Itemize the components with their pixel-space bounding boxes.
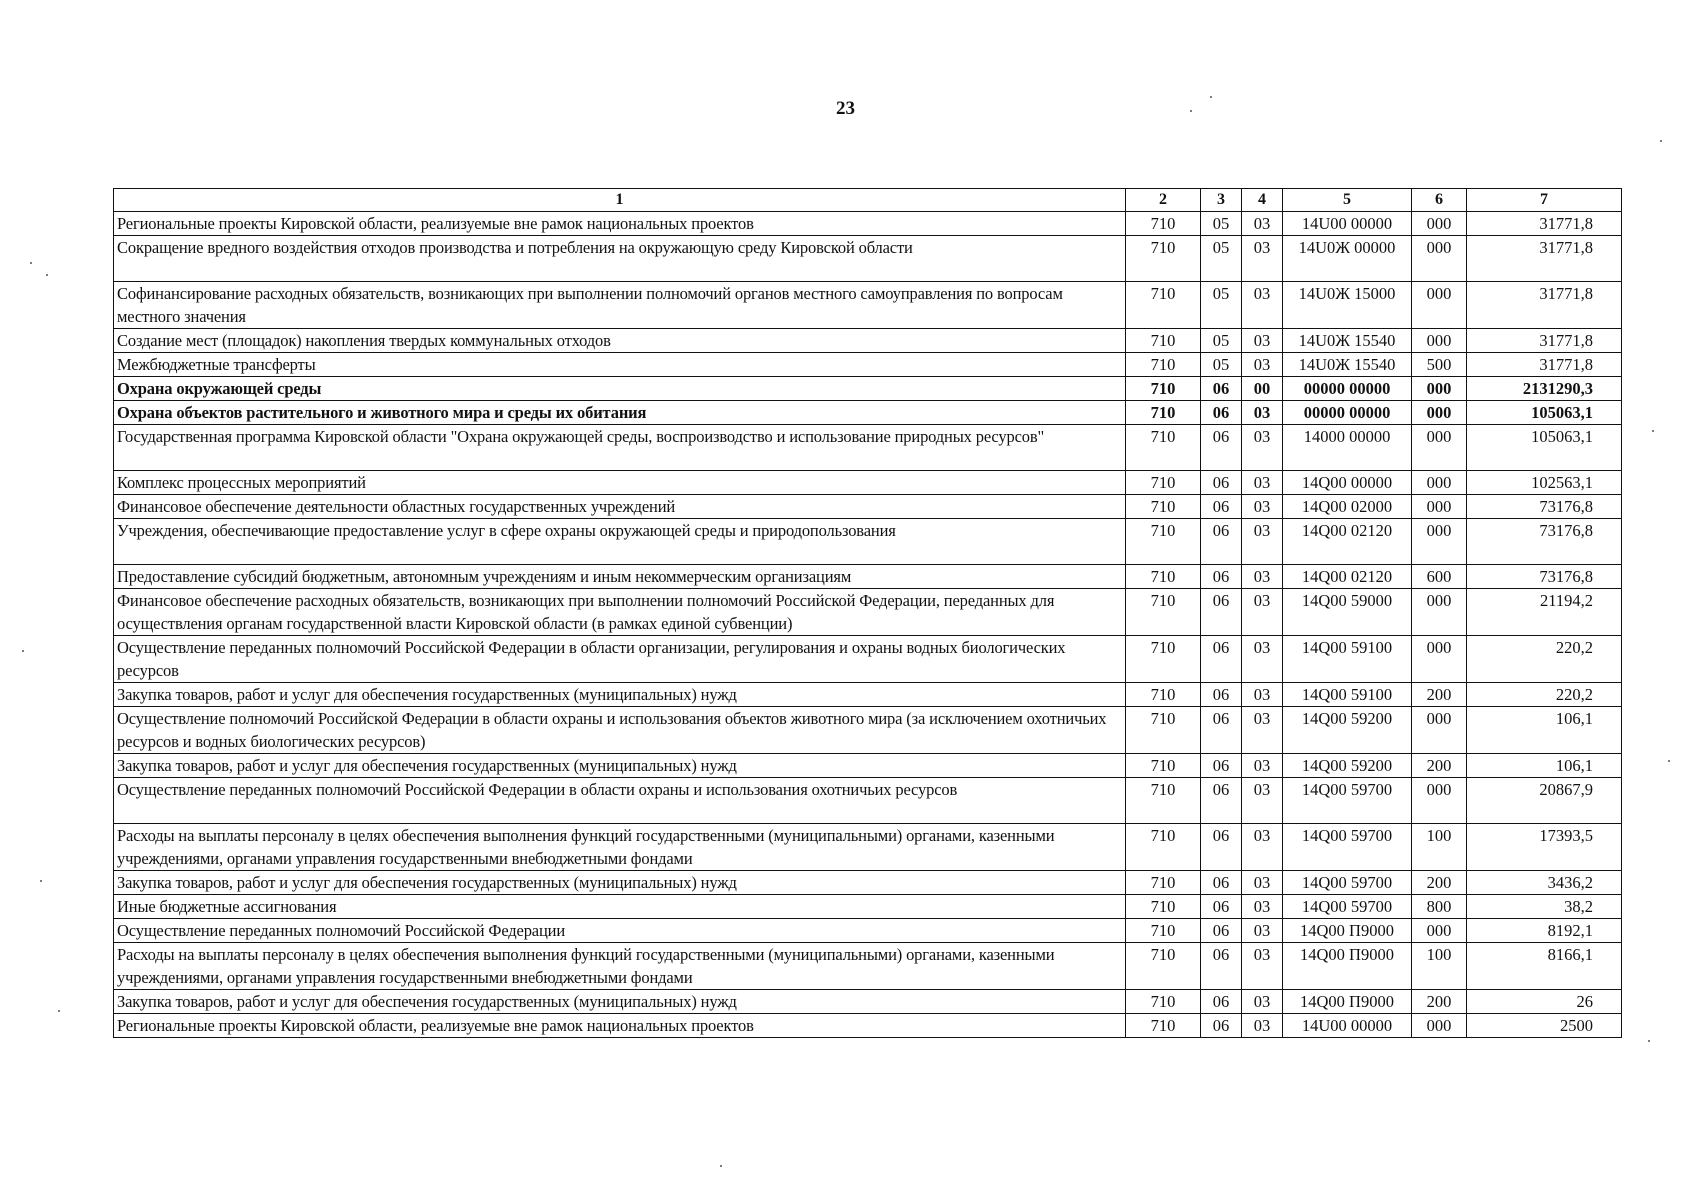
cell-col-3: 06 xyxy=(1201,778,1242,824)
cell-col-3: 05 xyxy=(1201,353,1242,377)
cell-col-7: 8192,1 xyxy=(1467,919,1622,943)
cell-col-6: 000 xyxy=(1412,425,1467,471)
table-row xyxy=(114,919,1622,943)
cell-name: Региональные проекты Кировской области, реализуемые вне рамок национальных проектов xyxy=(114,1014,1126,1038)
header-col-4: 4 xyxy=(1242,189,1283,212)
cell-col-2: 710 xyxy=(1126,754,1201,778)
cell-col-2: 710 xyxy=(1126,353,1201,377)
cell-col-4: 03 xyxy=(1242,282,1283,329)
cell-col-3: 06 xyxy=(1201,519,1242,565)
table-row xyxy=(114,377,1622,401)
cell-col-4: 03 xyxy=(1242,212,1283,236)
table-row xyxy=(114,401,1622,425)
cell-col-6: 800 xyxy=(1412,895,1467,919)
table-row xyxy=(114,778,1622,824)
cell-col-7: 106,1 xyxy=(1467,754,1622,778)
cell-col-2: 710 xyxy=(1126,919,1201,943)
cell-col-7: 102563,1 xyxy=(1467,471,1622,495)
cell-col-3: 06 xyxy=(1201,1014,1242,1038)
header-col-2: 2 xyxy=(1126,189,1201,212)
table-row xyxy=(114,990,1622,1014)
cell-col-7: 31771,8 xyxy=(1467,353,1622,377)
cell-col-6: 500 xyxy=(1412,353,1467,377)
cell-col-3: 06 xyxy=(1201,495,1242,519)
page-number: 23 xyxy=(836,98,855,119)
cell-col-5: 00000 00000 xyxy=(1283,401,1412,425)
table-row xyxy=(114,425,1622,471)
cell-col-4: 03 xyxy=(1242,353,1283,377)
cell-col-7: 2131290,3 xyxy=(1467,377,1622,401)
cell-name: Региональные проекты Кировской области, реализуемые вне рамок национальных проектов xyxy=(114,212,1126,236)
cell-col-5: 14Q00 59000 xyxy=(1283,589,1412,636)
cell-col-7: 31771,8 xyxy=(1467,212,1622,236)
cell-col-2: 710 xyxy=(1126,895,1201,919)
header-col-7: 7 xyxy=(1467,189,1622,212)
cell-col-7: 8166,1 xyxy=(1467,943,1622,990)
cell-col-7: 73176,8 xyxy=(1467,565,1622,589)
table-row xyxy=(114,236,1622,282)
cell-name: Осуществление переданных полномочий Российской Федерации xyxy=(114,919,1126,943)
cell-col-4: 03 xyxy=(1242,425,1283,471)
cell-name: Закупка товаров, работ и услуг для обеспечения государственных (муниципальных) нужд xyxy=(114,871,1126,895)
cell-col-7: 220,2 xyxy=(1467,636,1622,683)
cell-col-3: 06 xyxy=(1201,990,1242,1014)
cell-col-6: 000 xyxy=(1412,329,1467,353)
cell-col-7: 38,2 xyxy=(1467,895,1622,919)
cell-col-2: 710 xyxy=(1126,824,1201,871)
header-col-6: 6 xyxy=(1412,189,1467,212)
cell-col-7: 73176,8 xyxy=(1467,495,1622,519)
cell-col-6: 000 xyxy=(1412,589,1467,636)
cell-name: Финансовое обеспечение расходных обязательств, возникающих при выполнении полномочий Российской Федерации, переданных для осуществления органам государственной власти Кировской области (в рамках единой субвенции) xyxy=(114,589,1126,636)
cell-col-7: 106,1 xyxy=(1467,707,1622,754)
cell-col-7: 105063,1 xyxy=(1467,401,1622,425)
header-col-3: 3 xyxy=(1201,189,1242,212)
table-row xyxy=(114,754,1622,778)
cell-col-4: 03 xyxy=(1242,401,1283,425)
cell-col-5: 14Q00 59100 xyxy=(1283,683,1412,707)
table-row xyxy=(114,565,1622,589)
cell-col-2: 710 xyxy=(1126,778,1201,824)
cell-name: Закупка товаров, работ и услуг для обеспечения государственных (муниципальных) нужд xyxy=(114,754,1126,778)
cell-col-4: 03 xyxy=(1242,754,1283,778)
cell-name: Расходы на выплаты персоналу в целях обеспечения выполнения функций государственными (муниципальными) органами, казенными учреждениями, органами управления государственными внебюджетными фондами xyxy=(114,943,1126,990)
cell-col-6: 200 xyxy=(1412,990,1467,1014)
cell-col-5: 14Q00 59700 xyxy=(1283,824,1412,871)
cell-col-5: 14Q00 02120 xyxy=(1283,519,1412,565)
cell-col-4: 03 xyxy=(1242,778,1283,824)
cell-col-6: 000 xyxy=(1412,495,1467,519)
cell-col-2: 710 xyxy=(1126,425,1201,471)
cell-col-3: 06 xyxy=(1201,871,1242,895)
cell-col-7: 2500 xyxy=(1467,1014,1622,1038)
cell-col-3: 06 xyxy=(1201,754,1242,778)
cell-col-5: 14Q00 59700 xyxy=(1283,895,1412,919)
cell-col-3: 05 xyxy=(1201,212,1242,236)
cell-col-5: 14000 00000 xyxy=(1283,425,1412,471)
table-row xyxy=(114,1014,1622,1038)
cell-col-3: 06 xyxy=(1201,943,1242,990)
table-row xyxy=(114,589,1622,636)
cell-name: Учреждения, обеспечивающие предоставление услуг в сфере охраны окружающей среды и природопользования xyxy=(114,519,1126,565)
cell-col-3: 05 xyxy=(1201,236,1242,282)
table-row xyxy=(114,495,1622,519)
table-header-row xyxy=(114,189,1622,212)
cell-name: Софинансирование расходных обязательств, возникающих при выполнении полномочий органов местного самоуправления по вопросам местного значения xyxy=(114,282,1126,329)
cell-col-2: 710 xyxy=(1126,401,1201,425)
table-row xyxy=(114,943,1622,990)
cell-col-6: 000 xyxy=(1412,212,1467,236)
cell-col-5: 14Q00 П9000 xyxy=(1283,943,1412,990)
cell-col-3: 06 xyxy=(1201,895,1242,919)
cell-col-2: 710 xyxy=(1126,636,1201,683)
cell-col-3: 06 xyxy=(1201,636,1242,683)
cell-col-5: 14Q00 59700 xyxy=(1283,778,1412,824)
cell-name: Сокращение вредного воздействия отходов производства и потребления на окружающую среду Кировской области xyxy=(114,236,1126,282)
cell-col-5: 14U0Ж 15540 xyxy=(1283,329,1412,353)
cell-col-3: 06 xyxy=(1201,919,1242,943)
cell-col-2: 710 xyxy=(1126,990,1201,1014)
cell-name: Межбюджетные трансферты xyxy=(114,353,1126,377)
cell-col-2: 710 xyxy=(1126,471,1201,495)
cell-col-2: 710 xyxy=(1126,707,1201,754)
cell-col-2: 710 xyxy=(1126,589,1201,636)
cell-col-6: 000 xyxy=(1412,236,1467,282)
budget-table xyxy=(113,188,1622,1038)
cell-col-6: 200 xyxy=(1412,754,1467,778)
cell-name: Охрана окружающей среды xyxy=(114,377,1126,401)
cell-col-2: 710 xyxy=(1126,212,1201,236)
cell-col-7: 105063,1 xyxy=(1467,425,1622,471)
cell-name: Охрана объектов растительного и животного мира и среды их обитания xyxy=(114,401,1126,425)
table-row xyxy=(114,707,1622,754)
cell-col-5: 14Q00 00000 xyxy=(1283,471,1412,495)
cell-col-2: 710 xyxy=(1126,236,1201,282)
cell-col-4: 03 xyxy=(1242,707,1283,754)
cell-col-7: 31771,8 xyxy=(1467,329,1622,353)
cell-col-6: 200 xyxy=(1412,683,1467,707)
cell-col-2: 710 xyxy=(1126,871,1201,895)
cell-col-5: 14U0Ж 15540 xyxy=(1283,353,1412,377)
cell-col-5: 14Q00 59700 xyxy=(1283,871,1412,895)
cell-col-7: 21194,2 xyxy=(1467,589,1622,636)
cell-col-2: 710 xyxy=(1126,565,1201,589)
cell-name: Создание мест (площадок) накопления твердых коммунальных отходов xyxy=(114,329,1126,353)
cell-col-5: 14Q00 П9000 xyxy=(1283,990,1412,1014)
cell-col-6: 000 xyxy=(1412,1014,1467,1038)
cell-col-4: 03 xyxy=(1242,471,1283,495)
cell-col-4: 03 xyxy=(1242,919,1283,943)
cell-col-6: 000 xyxy=(1412,471,1467,495)
table-row xyxy=(114,471,1622,495)
cell-col-6: 200 xyxy=(1412,871,1467,895)
cell-col-3: 05 xyxy=(1201,329,1242,353)
cell-name: Осуществление переданных полномочий Российской Федерации в области охраны и использования охотничьих ресурсов xyxy=(114,778,1126,824)
cell-col-7: 31771,8 xyxy=(1467,236,1622,282)
cell-col-5: 14U0Ж 00000 xyxy=(1283,236,1412,282)
cell-col-6: 000 xyxy=(1412,282,1467,329)
cell-col-2: 710 xyxy=(1126,495,1201,519)
cell-col-5: 14Q00 59200 xyxy=(1283,754,1412,778)
cell-name: Закупка товаров, работ и услуг для обеспечения государственных (муниципальных) нужд xyxy=(114,683,1126,707)
cell-col-6: 100 xyxy=(1412,824,1467,871)
cell-col-6: 000 xyxy=(1412,778,1467,824)
cell-col-3: 06 xyxy=(1201,683,1242,707)
cell-col-4: 03 xyxy=(1242,824,1283,871)
table-row xyxy=(114,329,1622,353)
cell-col-5: 14Q00 59200 xyxy=(1283,707,1412,754)
cell-col-7: 26 xyxy=(1467,990,1622,1014)
cell-col-2: 710 xyxy=(1126,1014,1201,1038)
cell-name: Осуществление полномочий Российской Федерации в области охраны и использования объектов животного мира (за исключением охотничьих ресурсов и водных биологических ресурсов) xyxy=(114,707,1126,754)
cell-col-3: 06 xyxy=(1201,589,1242,636)
cell-col-3: 06 xyxy=(1201,824,1242,871)
cell-col-6: 000 xyxy=(1412,519,1467,565)
cell-col-3: 06 xyxy=(1201,425,1242,471)
cell-col-5: 14U00 00000 xyxy=(1283,212,1412,236)
cell-col-3: 05 xyxy=(1201,282,1242,329)
cell-col-2: 710 xyxy=(1126,683,1201,707)
cell-col-4: 03 xyxy=(1242,636,1283,683)
cell-col-4: 00 xyxy=(1242,377,1283,401)
cell-col-6: 000 xyxy=(1412,919,1467,943)
cell-col-6: 100 xyxy=(1412,943,1467,990)
cell-col-5: 14U0Ж 15000 xyxy=(1283,282,1412,329)
cell-col-4: 03 xyxy=(1242,943,1283,990)
table-row xyxy=(114,353,1622,377)
cell-col-6: 000 xyxy=(1412,636,1467,683)
cell-col-2: 710 xyxy=(1126,519,1201,565)
cell-col-5: 14Q00 П9000 xyxy=(1283,919,1412,943)
cell-col-6: 600 xyxy=(1412,565,1467,589)
cell-col-3: 06 xyxy=(1201,565,1242,589)
cell-name: Расходы на выплаты персоналу в целях обеспечения выполнения функций государственными (муниципальными) органами, казенными учреждениями, органами управления государственными внебюджетными фондами xyxy=(114,824,1126,871)
cell-col-2: 710 xyxy=(1126,329,1201,353)
cell-col-4: 03 xyxy=(1242,1014,1283,1038)
cell-col-7: 3436,2 xyxy=(1467,871,1622,895)
table-row xyxy=(114,683,1622,707)
cell-name: Комплекс процессных мероприятий xyxy=(114,471,1126,495)
cell-col-6: 000 xyxy=(1412,377,1467,401)
cell-col-4: 03 xyxy=(1242,519,1283,565)
header-col-5: 5 xyxy=(1283,189,1412,212)
cell-col-7: 220,2 xyxy=(1467,683,1622,707)
cell-col-3: 06 xyxy=(1201,377,1242,401)
cell-col-3: 06 xyxy=(1201,401,1242,425)
cell-col-4: 03 xyxy=(1242,871,1283,895)
table-body xyxy=(114,212,1622,1038)
cell-name: Финансовое обеспечение деятельности областных государственных учреждений xyxy=(114,495,1126,519)
cell-col-3: 06 xyxy=(1201,471,1242,495)
cell-col-2: 710 xyxy=(1126,943,1201,990)
cell-col-2: 710 xyxy=(1126,377,1201,401)
cell-col-3: 06 xyxy=(1201,707,1242,754)
cell-col-4: 03 xyxy=(1242,895,1283,919)
cell-col-4: 03 xyxy=(1242,589,1283,636)
cell-col-4: 03 xyxy=(1242,683,1283,707)
cell-col-7: 20867,9 xyxy=(1467,778,1622,824)
cell-col-5: 14Q00 59100 xyxy=(1283,636,1412,683)
header-col-1: 1 xyxy=(114,189,1126,212)
cell-col-4: 03 xyxy=(1242,990,1283,1014)
cell-col-4: 03 xyxy=(1242,329,1283,353)
cell-col-7: 17393,5 xyxy=(1467,824,1622,871)
cell-name: Осуществление переданных полномочий Российской Федерации в области организации, регулирования и охраны водных биологических ресурсов xyxy=(114,636,1126,683)
cell-col-4: 03 xyxy=(1242,565,1283,589)
cell-col-5: 14U00 00000 xyxy=(1283,1014,1412,1038)
table-row xyxy=(114,282,1622,329)
cell-name: Закупка товаров, работ и услуг для обеспечения государственных (муниципальных) нужд xyxy=(114,990,1126,1014)
table-row xyxy=(114,895,1622,919)
cell-name: Иные бюджетные ассигнования xyxy=(114,895,1126,919)
cell-name: Предоставление субсидий бюджетным, автономным учреждениям и иным некоммерческим организациям xyxy=(114,565,1126,589)
cell-col-6: 000 xyxy=(1412,707,1467,754)
table-row xyxy=(114,824,1622,871)
cell-col-5: 00000 00000 xyxy=(1283,377,1412,401)
cell-col-6: 000 xyxy=(1412,401,1467,425)
table-row xyxy=(114,871,1622,895)
cell-col-4: 03 xyxy=(1242,495,1283,519)
cell-col-5: 14Q00 02120 xyxy=(1283,565,1412,589)
table-row xyxy=(114,519,1622,565)
table-row xyxy=(114,636,1622,683)
cell-col-5: 14Q00 02000 xyxy=(1283,495,1412,519)
cell-col-4: 03 xyxy=(1242,236,1283,282)
cell-col-2: 710 xyxy=(1126,282,1201,329)
cell-col-7: 31771,8 xyxy=(1467,282,1622,329)
cell-col-7: 73176,8 xyxy=(1467,519,1622,565)
cell-name: Государственная программа Кировской области "Охрана окружающей среды, воспроизводство и использование природных ресурсов" xyxy=(114,425,1126,471)
table-row xyxy=(114,212,1622,236)
